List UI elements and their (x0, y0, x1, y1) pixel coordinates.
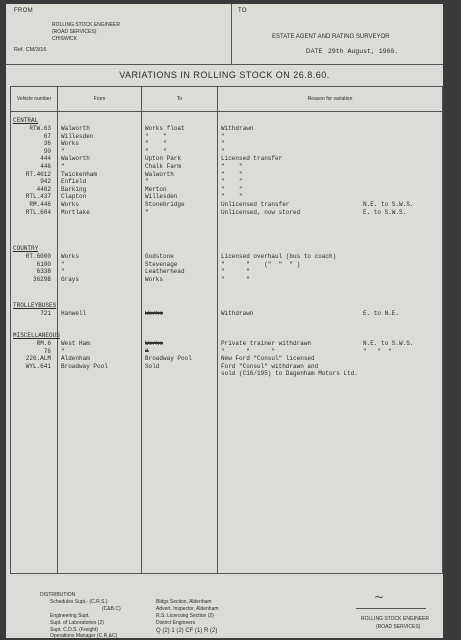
cell-reason: Licensed transfer (221, 155, 283, 163)
cell-veh: 721 (40, 310, 51, 317)
cell-reason: " (221, 147, 225, 155)
cell-reason: sold (C16/195) to Dagenham Motors Ltd. (221, 370, 358, 378)
cell-from: Enfield (61, 178, 87, 186)
handwritten-signature (356, 590, 426, 609)
dist-mid-5: Q (2) 1 (2) CF (1) R (2) (156, 628, 218, 634)
cell-to: Works (145, 310, 164, 317)
dist-mid-3: R.S. Licensing Section (2) (156, 613, 214, 619)
cell-from: " (61, 268, 65, 276)
cell-to: " " (145, 147, 167, 155)
variations-table (10, 86, 443, 574)
cell-to: " (145, 347, 149, 355)
cell-reason: Unlicensed, now stored (221, 208, 301, 216)
cell-veh: 3629B (32, 275, 51, 283)
cell-from: Works (61, 201, 80, 208)
cell-from: Broadway Pool (61, 362, 108, 370)
document-header (6, 4, 443, 65)
cell-reason: " " (221, 185, 243, 193)
cell-to: Leatherhead (145, 268, 185, 276)
cell-to: " " (145, 140, 167, 148)
cell-veh: 90 (43, 147, 51, 155)
cell-veh: 444 (40, 155, 51, 163)
cell-to: Works (145, 340, 164, 347)
section-miscellaneous: MISCELLANEOUS (13, 332, 60, 339)
from-line-1: ROLLING STOCK ENGINEER (52, 22, 120, 28)
cell-to: Merton (145, 185, 167, 193)
signatory-title: ROLLING STOCK ENGINEER (361, 616, 429, 622)
dist-left-3: Engineering Supt. (50, 613, 90, 619)
dist-mid-4: District Engineers (156, 620, 196, 626)
to-recipient: ESTATE AGENT AND RATING SURVEYOR (272, 34, 390, 40)
section-central: CENTRAL (13, 117, 39, 124)
column-divider (217, 87, 218, 573)
cell-to: " (145, 208, 149, 216)
cell-veh: 67 (43, 132, 51, 140)
cell-from: Works (61, 140, 80, 148)
cell-reason: Licensed overhaul (bus to coach) (221, 253, 337, 260)
from-line-2: (ROAD SERVICES) (52, 29, 97, 35)
date-value: 29th August, 1960. (328, 48, 399, 55)
cell-from: West Ham (61, 340, 90, 347)
cell-from: Grays (61, 275, 80, 283)
cell-reason: " " " (221, 347, 276, 355)
cell-reason: " " (221, 268, 250, 276)
cell-dest: E. to N.E. (363, 310, 400, 317)
cell-veh: 6338 (36, 268, 51, 276)
cell-reason: " (221, 132, 225, 140)
dist-left-5: Supt. C.D.S. (Freight) (50, 627, 99, 633)
cell-to: Walworth (145, 170, 174, 178)
cell-from: Clapton (61, 193, 87, 201)
cell-dest: N.E. to S.W.S. (363, 201, 414, 208)
cell-veh: WYL.641 (25, 362, 51, 370)
cell-from: Walworth (61, 155, 90, 163)
cell-veh: 942 (40, 178, 51, 186)
cell-from: Barking (61, 185, 87, 193)
dist-left-1: Schedules Supt.- (C.R.S.) (50, 599, 108, 605)
cell-reason: " " (221, 178, 243, 186)
cell-veh: RTL.604 (25, 208, 51, 216)
cell-to: Stonebridge (145, 201, 185, 208)
cell-veh: 36 (43, 140, 51, 148)
document-title: VARIATIONS IN ROLLING STOCK ON 26.8.60. (119, 70, 330, 80)
dist-mid-1: Bldgs Section, Aldenham (156, 599, 212, 605)
cell-from: Willesden (61, 132, 94, 140)
cell-veh: RTL.437 (25, 193, 51, 201)
cell-reason: " " (221, 163, 243, 170)
cell-from: Mortlake (61, 208, 90, 216)
cell-to: Upton Park (145, 155, 182, 163)
from-label: FROM (14, 8, 33, 14)
dist-left-6: Operations Manager (C.R.&C) (50, 633, 118, 639)
cell-dest: E. to S.W.S. (363, 208, 407, 216)
cell-reason: Withdrawn (221, 125, 254, 132)
cell-reason: Ford "Consul" withdrawn and (221, 362, 319, 370)
from-cell (6, 4, 232, 64)
section-trolleybuses: TROLLEYBUSES (13, 302, 57, 309)
cell-dest: N.E. to S.W.S. (363, 340, 414, 347)
cell-veh: RT.4612 (25, 170, 51, 178)
cell-veh: 76 (43, 347, 51, 355)
cell-reason: Withdrawn (221, 310, 254, 317)
cell-to: Broadway Pool (145, 355, 192, 363)
cell-reason: " " (221, 170, 243, 178)
cell-from: Twickenham (61, 170, 98, 178)
cell-to: Works float (145, 125, 185, 132)
cell-to: " (145, 178, 149, 186)
cell-from: " (61, 347, 65, 355)
column-header-vehicle: Vehicle number (11, 87, 57, 112)
dist-left-2: (C&B.C) (102, 606, 121, 612)
cell-veh: RTW.63 (29, 125, 51, 132)
cell-from: Works (61, 253, 80, 260)
column-divider (141, 87, 142, 573)
cell-to: Works (145, 275, 164, 283)
cell-reason: " " (221, 193, 243, 201)
cell-reason: " " (" " " ) (221, 260, 301, 268)
column-header-to: To (142, 87, 217, 112)
cell-reason: New Ford "Consul" licensed (221, 355, 315, 363)
cell-reason: " (221, 140, 225, 148)
section-country: COUNTRY (13, 245, 39, 252)
signatory-subtitle: (ROAD SERVICES) (376, 624, 421, 630)
column-header-reason: Reason for variation (218, 87, 442, 112)
cell-reason: Private trainer withdrawn (221, 340, 312, 347)
cell-to: Sold (145, 362, 160, 370)
cell-from: " (61, 260, 65, 268)
cell-from: " (61, 147, 65, 155)
cell-from: Aldenham (61, 355, 90, 363)
from-line-3: CHISWICK (52, 36, 77, 42)
cell-to: Willesden (145, 193, 178, 201)
document-page (6, 4, 443, 638)
dist-mid-2: Advert. Inspector, Aldenham (156, 606, 219, 612)
to-label: TO (238, 8, 247, 14)
cell-dest: " " " (363, 347, 392, 355)
cell-to: " " (145, 132, 167, 140)
cell-from: " (61, 163, 65, 170)
cell-reason: " " (221, 275, 250, 283)
cell-to: Godstone (145, 253, 174, 260)
cell-from: Walworth (61, 125, 90, 132)
cell-veh: 226.ALM (25, 355, 51, 363)
column-divider (57, 87, 58, 573)
cell-reason: Unlicensed transfer (221, 201, 290, 208)
cell-veh: 446 (40, 163, 51, 170)
cell-veh: 4402 (36, 185, 51, 193)
cell-veh: RM.446 (29, 201, 51, 208)
cell-veh: RT.6000 (25, 253, 51, 260)
cell-veh: RM.6 (36, 340, 51, 347)
date-label: DATE (306, 49, 323, 55)
dist-left-4: Supt. of Laboratories (2) (50, 620, 104, 626)
signature-scrawl: ~ (374, 590, 385, 604)
cell-to: Chalk Farm (145, 163, 182, 170)
column-header-from: From (58, 87, 141, 112)
cell-from: Hanwell (61, 310, 87, 317)
distribution-label: DISTRIBUTION (40, 592, 76, 598)
cell-to: Stevenage (145, 260, 178, 268)
cell-veh: 6100 (36, 260, 51, 268)
reference-number: Ref. CM/3/16 (14, 47, 47, 53)
